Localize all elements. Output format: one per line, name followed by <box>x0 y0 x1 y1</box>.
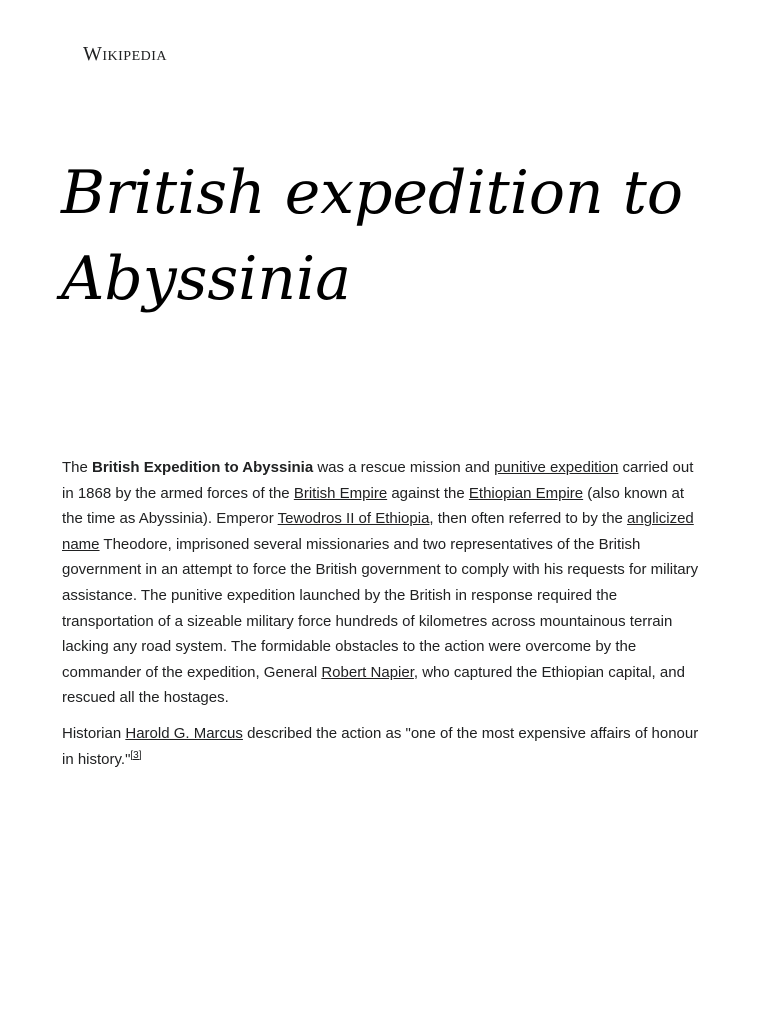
link-anglicized-name[interactable]: anglicized name <box>62 510 694 553</box>
text-run: The <box>62 459 93 476</box>
text-run: (also known at the time as Abyssinia). Emperor <box>62 484 685 528</box>
link-tewodros[interactable]: Tewodros II of Ethiopia <box>277 510 430 528</box>
page-title: British expedition to Abyssinia <box>61 158 684 314</box>
text-run: described the action as "one of the most expensive affairs of honour in history." <box>62 724 699 768</box>
link-robert-napier[interactable]: Robert Napier <box>321 663 414 681</box>
text-run: Historian <box>62 724 126 742</box>
link-punitive-expedition[interactable]: punitive expedition <box>494 459 619 476</box>
article-body <box>62 455 708 782</box>
link-ethiopian-empire[interactable]: Ethiopian Empire <box>468 484 584 502</box>
text-run: carried out in 1868 by the armed forces of the <box>62 459 694 502</box>
link-harold-marcus[interactable]: Harold G. Marcus <box>125 724 243 742</box>
link-british-empire[interactable]: British Empire <box>293 484 388 502</box>
text-run: Theodore, imprisoned several missionaries and two representatives of the British government in an attempt to force the British government to comply with his requests for military assistance. The punitive expedition launched by the British in response required the transportation of a sizeable military force hundreds of kilometres across mountainous terrain lacking any road system. The formidable obstacles to the action were overcome by the commander of the expedition, General <box>62 535 699 681</box>
text-run: against the <box>387 484 469 502</box>
text-run: , then often referred to by the <box>429 510 628 528</box>
bold-subject: British Expedition to Abyssinia <box>92 459 314 476</box>
historian-paragraph <box>62 721 708 772</box>
intro-paragraph <box>62 455 708 711</box>
reference-link[interactable]: [3] <box>130 749 142 761</box>
wikipedia-logo[interactable]: Wikipedia <box>83 43 168 65</box>
text-run: was a rescue mission and <box>313 459 495 476</box>
text-run: , who captured the Ethiopian capital, and rescued all the hostages. <box>62 663 685 707</box>
